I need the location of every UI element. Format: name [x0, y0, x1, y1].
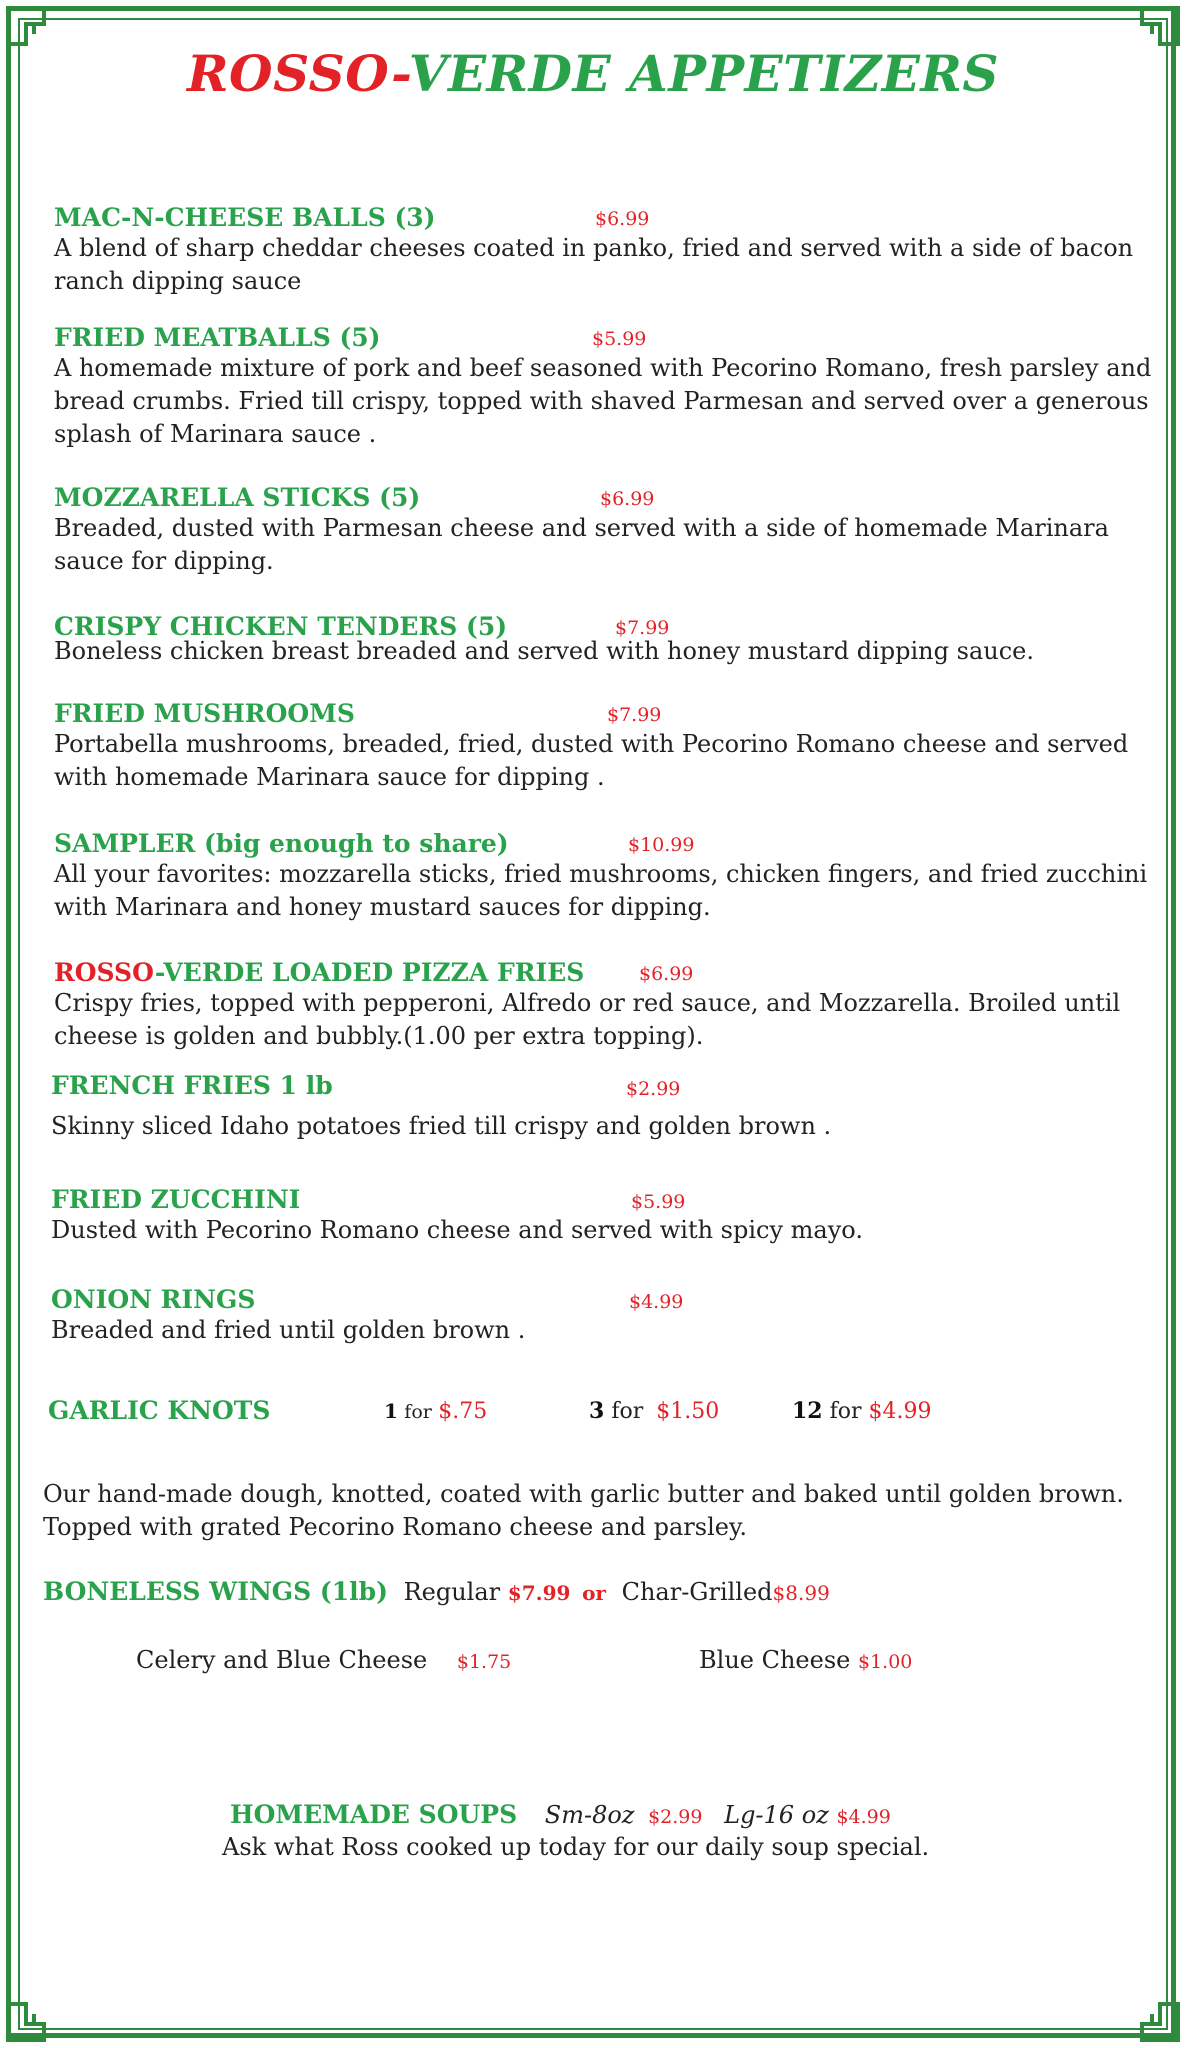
- item-description: All your favorites: mozzarella sticks, fried mushrooms, chicken fingers, and fried zucchini with Marinara and honey mustard sauces for dipping.: [54, 860, 1148, 921]
- wings-addon-blue-cheese: Blue Cheese $1.00: [699, 1646, 913, 1674]
- item-price: $2.99: [626, 1078, 681, 1100]
- item-description: Crispy fries, topped with pepperoni, Alfredo or red sauce, and Mozzarella. Broiled until cheese is golden and bubbly.(1.00 per extra topping).: [54, 989, 1121, 1050]
- title-separator: -: [391, 44, 409, 103]
- wings-regular-label: Regular: [403, 1578, 501, 1606]
- garlic-option-3: 12 for $4.99: [792, 1398, 932, 1424]
- menu-item-fried-meatballs: [54, 323, 1154, 451]
- item-price: $6.99: [600, 488, 655, 510]
- item-name: SAMPLER (big enough to share): [54, 829, 509, 858]
- garlic-option-2: 3 for $1.50: [589, 1398, 720, 1424]
- menu-item-mac-n-cheese-balls: [54, 203, 1154, 298]
- menu-item-garlic-knots: [48, 1396, 1148, 1436]
- item-name: HOMEMADE SOUPS: [230, 1800, 518, 1829]
- garlic-option-1: 1 for $.75: [384, 1399, 488, 1424]
- corner-ornament-top-left: [4, 4, 48, 48]
- item-name: FRIED ZUCCHINI: [51, 1185, 301, 1214]
- wings-addon-celery: Celery and Blue Cheese $1.75: [136, 1646, 512, 1674]
- soup-large-label: Lg-16 oz: [724, 1801, 829, 1829]
- item-description: Dusted with Pecorino Romano cheese and served with spicy mayo.: [51, 1216, 863, 1244]
- item-name: ONION RINGS: [51, 1285, 256, 1314]
- item-name: CRISPY CHICKEN TENDERS (5): [54, 612, 508, 641]
- item-name: MOZZARELLA STICKS (5): [54, 483, 421, 512]
- item-description: A blend of sharp cheddar cheeses coated in panko, fried and served with a side of bacon ranch dipping sauce: [54, 234, 1134, 295]
- item-price: $6.99: [639, 963, 694, 985]
- menu-item-fried-mushrooms: [54, 699, 1154, 794]
- soup-large-price: $4.99: [836, 1806, 891, 1828]
- wings-grilled-price: $8.99: [772, 1581, 830, 1605]
- item-description: Portabella mushrooms, breaded, fried, dusted with Pecorino Romano cheese and served with homemade Marinara sauce for dipping .: [54, 730, 1129, 791]
- menu-item-boneless-wings: [43, 1577, 1143, 1606]
- item-name: GARLIC KNOTS: [48, 1396, 271, 1425]
- item-price: $4.99: [629, 1291, 684, 1313]
- item-description: A homemade mixture of pork and beef seasoned with Pecorino Romano, fresh parsley and bread crumbs. Fried till crispy, topped with shaved Parmesan and served over a generous splash of Marinara sauce .: [54, 354, 1152, 448]
- title-verde-appetizers: VERDE APPETIZERS: [408, 44, 1000, 103]
- item-name: FRIED MUSHROOMS: [54, 699, 355, 728]
- wings-regular-price: $7.99: [507, 1581, 571, 1605]
- soup-small-price: $2.99: [648, 1806, 703, 1828]
- item-description: Breaded, dusted with Parmesan cheese and served with a side of homemade Marinara sauce for dipping.: [54, 514, 1109, 575]
- title-rosso: ROSSO: [186, 44, 392, 103]
- wings-or: or: [582, 1581, 606, 1605]
- page-title: [0, 44, 1186, 103]
- item-name: FRENCH FRIES 1 lb: [51, 1071, 333, 1100]
- corner-ornament-top-right: [1138, 4, 1182, 48]
- item-price: $5.99: [631, 1191, 686, 1213]
- item-name: BONELESS WINGS (1lb): [43, 1577, 388, 1606]
- menu-item-crispy-chicken-tenders: [54, 612, 1154, 668]
- item-name: FRIED MEATBALLS (5): [54, 323, 381, 352]
- item-price: $5.99: [592, 328, 647, 350]
- menu-item-loaded-pizza-fries: [54, 958, 1154, 1053]
- wings-grilled-label: Char-Grilled: [621, 1578, 773, 1606]
- menu-item-french-fries: [51, 1071, 1151, 1143]
- menu-item-sampler: [54, 829, 1154, 924]
- menu-item-mozzarella-sticks: [54, 483, 1154, 578]
- soup-small-label: Sm-8oz: [544, 1801, 635, 1829]
- item-name: -VERDE LOADED PIZZA FRIES: [154, 958, 585, 987]
- item-description: Skinny sliced Idaho potatoes fried till crispy and golden brown .: [51, 1112, 832, 1140]
- corner-ornament-bottom-right: [1138, 2000, 1182, 2044]
- menu-item-homemade-soups: [230, 1800, 1030, 1829]
- menu-item-fried-zucchini: [51, 1185, 1151, 1247]
- item-name: MAC-N-CHEESE BALLS (3): [54, 203, 436, 232]
- item-price: $7.99: [615, 617, 670, 639]
- item-description: Boneless chicken breast breaded and served with honey mustard dipping sauce.: [54, 637, 1034, 665]
- garlic-knots-description: Our hand-made dough, knotted, coated with garlic butter and baked until golden brown. Topped with grated Pecorino Romano cheese and parsley.: [43, 1480, 1124, 1541]
- item-price: $7.99: [607, 704, 662, 726]
- item-price: $10.99: [628, 834, 695, 856]
- item-description: Breaded and fried until golden brown .: [51, 1316, 526, 1344]
- item-price: $6.99: [595, 208, 650, 230]
- soups-description: Ask what Ross cooked up today for our daily soup special.: [222, 1833, 930, 1861]
- item-name-rosso: ROSSO: [54, 958, 155, 987]
- menu-item-onion-rings: [51, 1285, 1151, 1347]
- corner-ornament-bottom-left: [4, 2000, 48, 2044]
